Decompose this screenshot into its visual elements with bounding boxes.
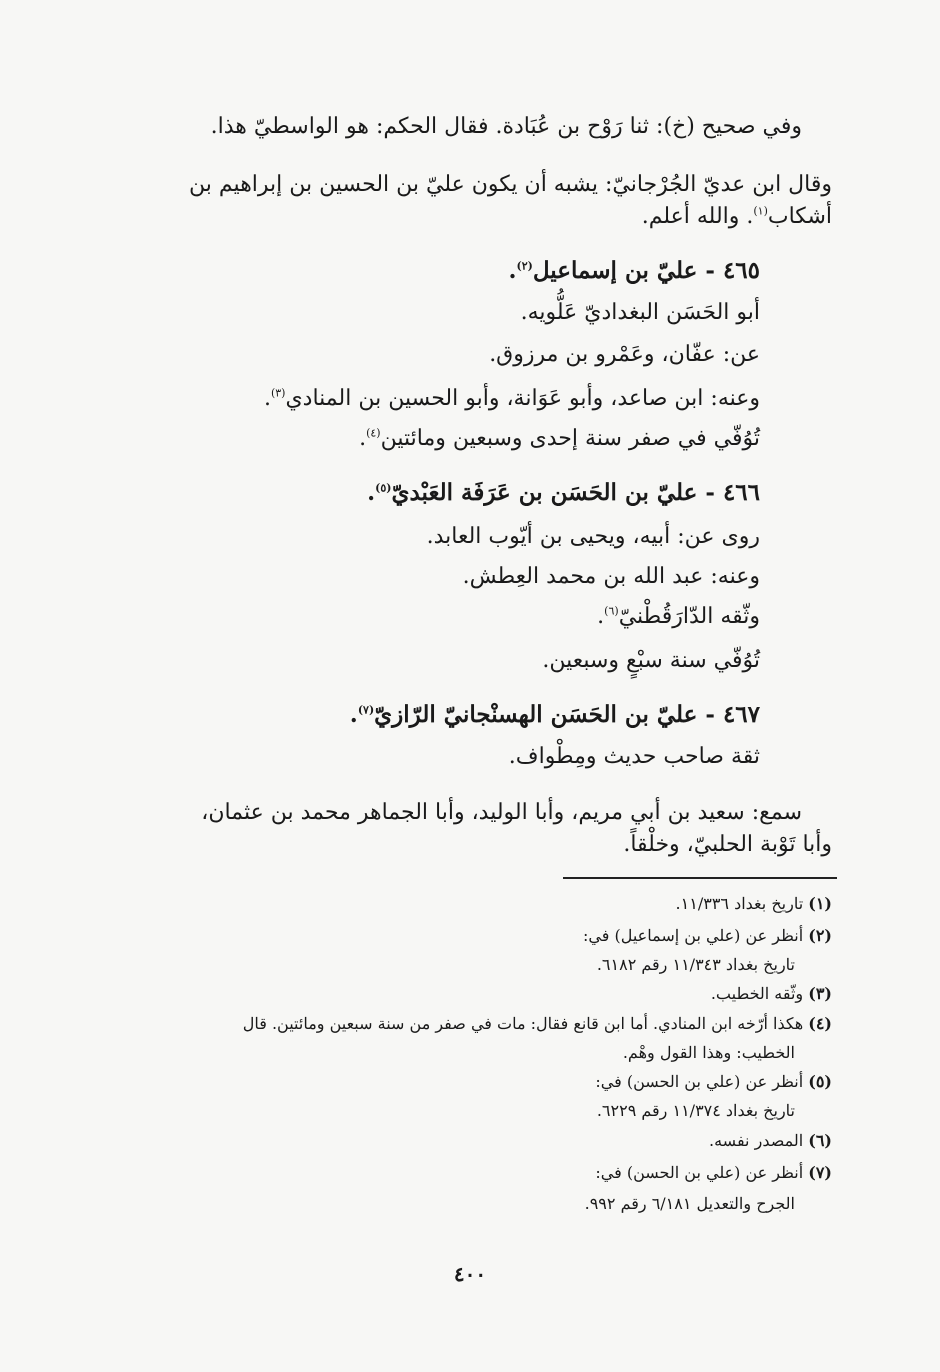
footnote — [709, 1130, 832, 1152]
footnote — [243, 1013, 832, 1035]
body-text: وثّقه الدّارَقُطْنيّ — [618, 604, 760, 629]
footnote-divider — [563, 877, 837, 879]
footnote-text: أنظر عن (علي بن الحسن) في: — [595, 1163, 804, 1182]
footnote-text: هكذا أرّخه ابن المنادي. أما ابن قانع فقال: مات في صفر من سنة سبعين ومائتين. قال — [242, 1014, 804, 1033]
footnote — [676, 893, 832, 915]
body-text: . — [597, 604, 605, 629]
body-line: وفي صحيح (خ): ثنا رَوْح بن عُبَادة. فقال الحكم: هو الواسطيّ هذا. — [210, 114, 802, 139]
footnote-number: (٣) — [808, 984, 832, 1003]
body-line: عن: عفّان، وعَمْرو بن مرزوق. — [489, 342, 760, 367]
body-line: سمع: سعيد بن أبي مريم، وأبا الوليد، وأبا الجماهر محمد بن عثمان، — [201, 800, 802, 825]
entry-title-tail: . — [349, 701, 358, 728]
footnote-continuation: الخطيب: وهذا القول وهْم. — [622, 1043, 795, 1062]
entry-heading — [350, 700, 760, 730]
entry-title-tail: . — [367, 479, 376, 506]
page-number: ٤٠٠ — [453, 1262, 487, 1286]
body-text: . والله أعلم. — [641, 204, 754, 229]
body-text: أشكاب — [767, 204, 832, 229]
footnote-ref[interactable]: (٧) — [357, 703, 375, 717]
body-text: . — [359, 426, 367, 451]
footnote-number: (٤) — [808, 1014, 832, 1033]
footnote-continuation: تاريخ بغداد ١١/٣٤٣ رقم ٦١٨٢. — [596, 955, 795, 974]
footnote-ref[interactable]: (٥) — [375, 481, 392, 495]
body-text: . — [263, 386, 271, 411]
footnote — [711, 983, 832, 1005]
footnote — [595, 1071, 832, 1093]
footnote-continuation: الجرح والتعديل ٦/١٨١ رقم ٩٩٢. — [584, 1194, 795, 1213]
body-line — [642, 202, 832, 232]
footnote-ref[interactable]: (٤) — [366, 426, 381, 440]
footnote-text: المصدر نفسه. — [709, 1131, 804, 1150]
footnote-number: (١) — [808, 894, 832, 913]
footnote-ref[interactable]: (٢) — [516, 259, 533, 273]
footnote-ref[interactable]: (٣) — [270, 386, 286, 400]
footnote-continuation: تاريخ بغداد ١١/٣٧٤ رقم ٦٢٢٩. — [596, 1101, 795, 1120]
body-line — [264, 384, 760, 414]
footnote — [583, 925, 832, 947]
body-line: تُوُفّي سنة سبْعٍ وسبعين. — [542, 648, 760, 673]
body-line: وقال ابن عديّ الجُرْجانيّ: يشبه أن يكون عليّ بن الحسين بن إبراهيم بن — [189, 172, 832, 197]
entry-title: ٤٦٧ - عليّ بن الحَسَن الهسنْجانيّ الرّازيّ — [374, 701, 760, 728]
body-line: أبو الحَسَن البغداديّ عَلُّويه. — [520, 300, 760, 325]
body-line: ثقة صاحب حديث ومِطْواف. — [508, 744, 760, 769]
footnote-number: (٢) — [808, 926, 832, 945]
entry-title: ٤٦٥ - عليّ بن إسماعيل — [532, 257, 760, 284]
entry-title-tail: . — [508, 257, 517, 284]
footnote-text: وثّقه الخطيب. — [710, 984, 804, 1003]
footnote-text: تاريخ بغداد ١١/٣٣٦. — [675, 894, 804, 913]
body-text: وعنه: ابن صاعد، وأبو عَوَانة، وأبو الحسين بن المنادي — [285, 386, 760, 411]
footnote-number: (٦) — [808, 1131, 832, 1150]
footnote-ref[interactable]: (١) — [753, 204, 768, 218]
footnote-ref[interactable]: (٦) — [604, 604, 619, 618]
entry-title: ٤٦٦ - عليّ بن الحَسَن بن عَرَفَة العَبْديّ — [391, 479, 760, 506]
footnote-text: أنظر عن (علي بن إسماعيل) في: — [583, 926, 804, 945]
body-line: روى عن: أبيه، ويحيى بن أيّوب العابد. — [426, 524, 760, 549]
body-line — [597, 602, 760, 632]
body-line: وأبا تَوْبة الحلبيّ، وخلْقاً. — [623, 832, 832, 857]
entry-heading — [509, 256, 760, 286]
footnote-text: أنظر عن (علي بن الحسن) في: — [595, 1072, 804, 1091]
body-line: وعنه: عبد الله بن محمد العِطش. — [462, 564, 760, 589]
entry-heading — [367, 478, 760, 508]
footnote-number: (٥) — [808, 1072, 832, 1091]
body-text: تُوُفّي في صفر سنة إحدى وسبعين ومائتين — [380, 426, 760, 451]
body-line — [359, 424, 760, 454]
footnote — [595, 1162, 832, 1184]
footnote-number: (٧) — [808, 1163, 832, 1182]
